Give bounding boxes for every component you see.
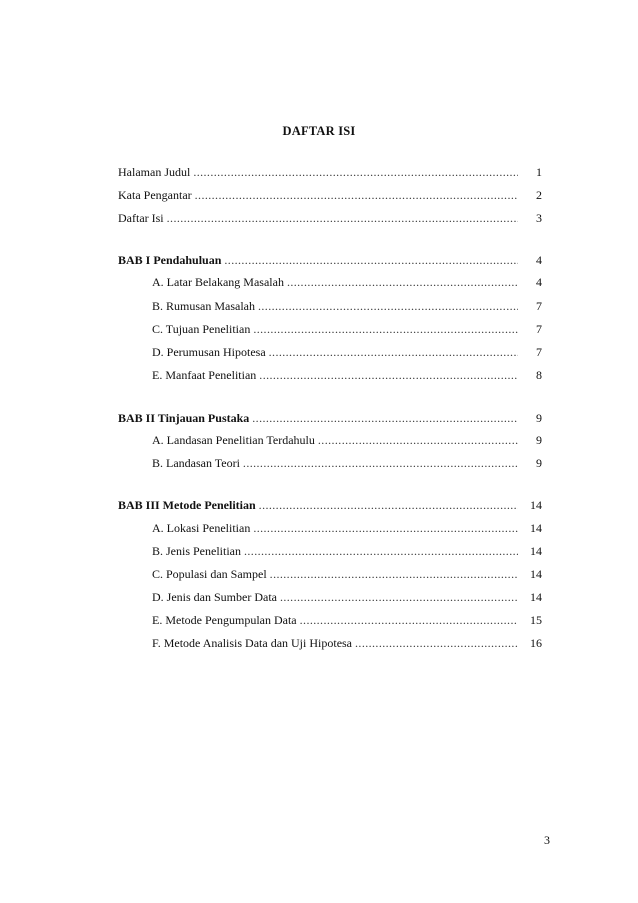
toc-entry-page: 4 <box>536 253 542 267</box>
toc-entry-page: 2 <box>536 188 542 202</box>
toc-entry-page: 9 <box>536 411 542 425</box>
toc-entry-page: 14 <box>530 590 542 604</box>
toc-row <box>152 274 542 290</box>
toc-entry-page: 4 <box>536 275 542 289</box>
toc-leader-dots <box>270 566 518 582</box>
toc-entry-label: Halaman Judul <box>118 165 191 179</box>
toc-leader-dots <box>287 274 518 290</box>
toc-entry-page: 8 <box>536 368 542 382</box>
toc-entry-label: B. Rumusan Masalah <box>152 299 255 313</box>
toc-chapter-row <box>118 497 542 513</box>
toc-entry-label: C. Populasi dan Sampel <box>152 567 267 581</box>
toc-entry-page: 3 <box>536 211 542 225</box>
toc-entry-label: D. Perumusan Hipotesa <box>152 345 266 359</box>
toc-row <box>152 432 542 448</box>
toc-entry-label: B. Jenis Penelitian <box>152 544 241 558</box>
toc-entry-page: 7 <box>536 322 542 336</box>
toc-entry-page: 14 <box>530 498 542 512</box>
page-title: DAFTAR ISI <box>282 124 356 138</box>
toc-leader-dots <box>259 497 518 513</box>
toc-row <box>118 164 542 180</box>
toc-entry-page: 9 <box>536 456 542 470</box>
toc-entry-label: E. Manfaat Penelitian <box>152 368 257 382</box>
toc-leader-dots <box>280 589 518 605</box>
toc-row <box>152 344 542 360</box>
toc-entry-page: 15 <box>530 613 542 627</box>
toc-row <box>152 635 542 651</box>
toc-leader-dots <box>355 635 518 651</box>
toc-row <box>118 210 542 226</box>
toc-entry-page: 14 <box>530 567 542 581</box>
toc-leader-dots <box>253 520 518 536</box>
toc-entry-page: 9 <box>536 433 542 447</box>
toc-entry-page: 7 <box>536 345 542 359</box>
toc-leader-dots <box>258 298 518 314</box>
toc-entry-label: Daftar Isi <box>118 211 164 225</box>
toc-entry-label: E. Metode Pengumpulan Data <box>152 613 297 627</box>
toc-row <box>152 566 542 582</box>
toc-row <box>152 455 542 471</box>
toc-entry-label: BAB II Tinjauan Pustaka <box>118 411 250 425</box>
toc-entry-label: A. Latar Belakang Masalah <box>152 275 284 289</box>
toc-leader-dots <box>259 367 518 383</box>
toc-leader-dots <box>300 612 518 628</box>
toc-entry-page: 16 <box>530 636 542 650</box>
toc-entry-label: F. Metode Analisis Data dan Uji Hipotesa <box>152 636 353 650</box>
page-number: 3 <box>544 833 550 847</box>
toc-leader-dots <box>269 344 518 360</box>
toc-row <box>152 543 542 559</box>
toc-entry-label: A. Lokasi Penelitian <box>152 521 251 535</box>
toc-entry-label: Kata Pengantar <box>118 188 192 202</box>
toc-row <box>118 187 542 203</box>
toc-row <box>152 367 542 383</box>
toc-entry-label: D. Jenis dan Sumber Data <box>152 590 277 604</box>
toc-chapter-row <box>118 252 542 268</box>
toc-entry-label: A. Landasan Penelitian Terdahulu <box>152 433 315 447</box>
toc-row <box>152 520 542 536</box>
toc-leader-dots <box>243 455 518 471</box>
toc-entry-page: 14 <box>530 544 542 558</box>
toc-entry-label: BAB III Metode Penelitian <box>118 498 256 512</box>
toc-entry-label: BAB I Pendahuluan <box>118 253 222 267</box>
toc-leader-dots <box>244 543 518 559</box>
toc-leader-dots <box>193 164 518 180</box>
toc-entry-page: 7 <box>536 299 542 313</box>
toc-row <box>152 321 542 337</box>
toc-row <box>152 612 542 628</box>
toc-leader-dots <box>167 210 518 226</box>
toc-row <box>152 298 542 314</box>
toc-entry-page: 14 <box>530 521 542 535</box>
toc-leader-dots <box>252 410 518 426</box>
toc-leader-dots <box>195 187 518 203</box>
toc-entry-label: C. Tujuan Penelitian <box>152 322 251 336</box>
toc-leader-dots <box>224 252 518 268</box>
toc-row <box>152 589 542 605</box>
toc-leader-dots <box>253 321 518 337</box>
toc-chapter-row <box>118 410 542 426</box>
toc-leader-dots <box>318 432 518 448</box>
toc-entry-label: B. Landasan Teori <box>152 456 240 470</box>
toc-entry-page: 1 <box>536 165 542 179</box>
